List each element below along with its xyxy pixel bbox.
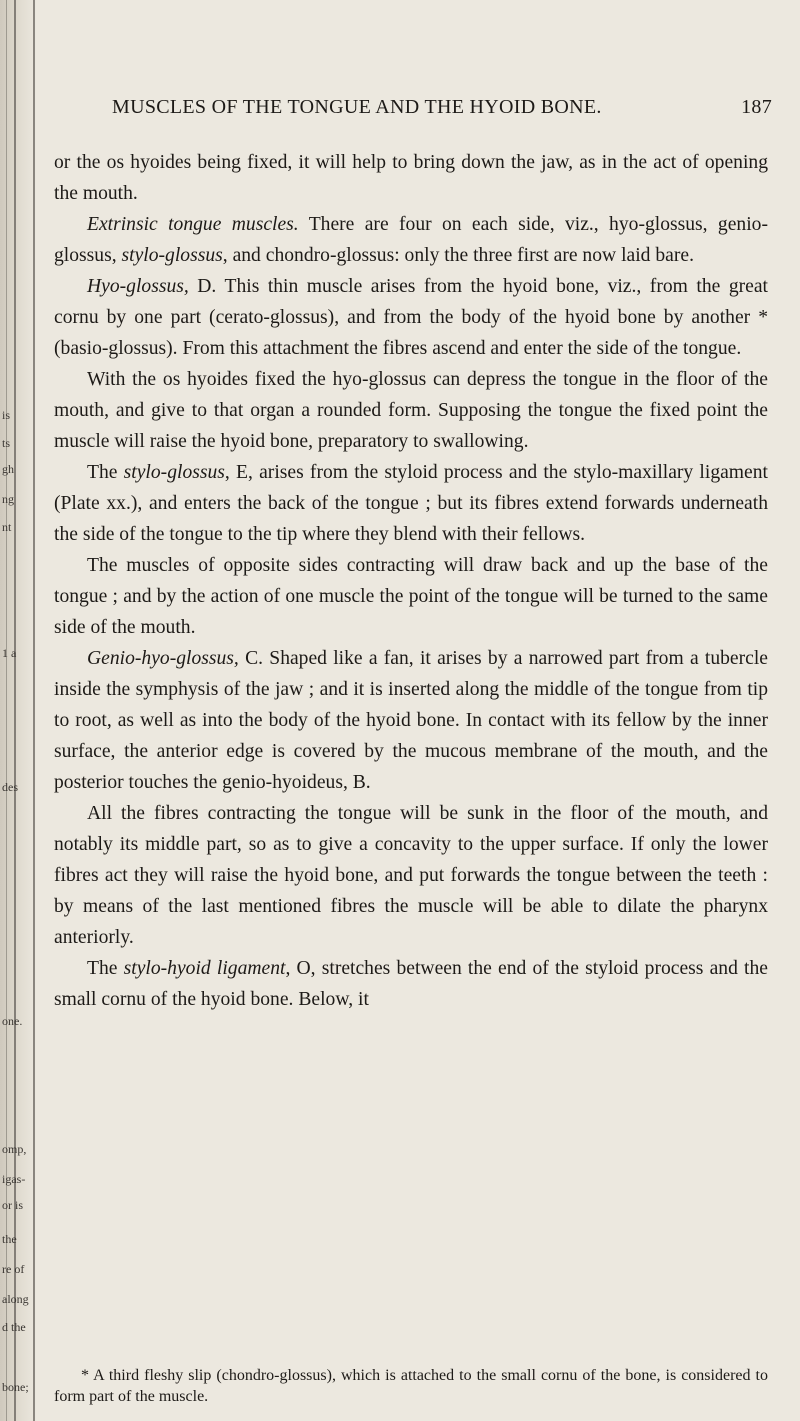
margin-bleed-text: igas- (2, 1172, 26, 1186)
paragraph (54, 209, 768, 271)
margin-bleed-text: d the (2, 1320, 26, 1334)
margin-bleed-text: 1 a (2, 646, 17, 660)
footnote-text: * A third fleshy slip (chondro-glossus), which is attached to the small cornu of the bone, is considered to form part of the muscle. (54, 1367, 768, 1405)
margin-bleed-text: ts (2, 436, 11, 450)
paragraph-text: The stylo-glossus, E, arises from the styloid process and the stylo-maxillary ligament (Plate xx.), and enters the back of the tongue ; but its fibres extend forwards underneath the side of the tongue to the tip where they blend with their fellows. (54, 462, 768, 545)
paragraph-heading: Hyo-glossus, (87, 276, 189, 297)
margin-bleed-text: along (2, 1292, 29, 1306)
paragraph-text: The stylo-hyoid ligament, O, stretches between the end of the styloid process and the small cornu of the hyoid bone. Below, it (54, 958, 768, 1010)
page-number: 187 (741, 96, 772, 118)
paragraph (54, 798, 768, 953)
running-header (112, 96, 772, 119)
margin-bleed-text: is (2, 408, 11, 422)
paragraph-text: There are four on each side, viz., hyo-glossus, genio-glossus, stylo-glossus, and chondro-glossus: only the three first are now laid bare. (54, 214, 768, 266)
paragraph-text: or the os hyoides being fixed, it will help to bring down the jaw, as in the act of opening the mouth. (54, 152, 768, 204)
inline-term: stylo-glossus (121, 245, 223, 266)
footnote (54, 1365, 768, 1407)
paragraph (54, 457, 768, 550)
paragraph (54, 550, 768, 643)
paragraph-text: With the os hyoides fixed the hyo-glossus can depress the tongue in the floor of the mouth, and give to that organ a rounded form. Supposing the tongue the fixed point the muscle will raise the hyoid bone, preparatory to swallowing. (54, 369, 768, 452)
paragraph (54, 271, 768, 364)
margin-bleed-text: bone; (2, 1380, 29, 1394)
paragraph-text: D. This thin muscle arises from the hyoid bone, viz., from the great cornu by one part (cerato-glossus), and from the body of the hyoid bone by another * (basio-glossus). From this attachment the fibres ascend and enter the side of the tongue. (54, 276, 768, 359)
margin-bleed-text: or is (2, 1198, 23, 1212)
margin-bleed-text: re of (2, 1262, 25, 1276)
margin-bleed-text: omp, (2, 1142, 27, 1156)
paragraph (54, 147, 768, 209)
inline-term: stylo-hyoid ligament (123, 958, 286, 979)
paragraph-text: The muscles of opposite sides contracting will draw back and up the base of the tongue ; and by the action of one muscle the point of the tongue will be turned to the same side of the mouth. (54, 555, 768, 638)
paragraph-text: All the fibres contracting the tongue will be sunk in the floor of the mouth, and notably its middle part, so as to give a concavity to the upper surface. If only the lower fibres act they will raise the hyoid bone, and put forwards the tongue between the teeth : by means of the last mentioned fibres the muscle will be able to dilate the pharynx anteriorly. (54, 803, 768, 948)
page-edge-line (33, 0, 35, 1421)
margin-bleed-text: gh (2, 462, 14, 476)
paragraph-heading: Genio-hyo-glossus, (87, 648, 239, 669)
running-title: MUSCLES OF THE TONGUE AND THE HYOID BONE. (112, 96, 602, 118)
margin-bleed-text: the (2, 1232, 17, 1246)
paragraph-heading: Extrinsic tongue muscles. (87, 214, 299, 235)
margin-bleed-text: nt (2, 520, 12, 534)
paragraph (54, 643, 768, 798)
margin-bleed-text: one. (2, 1014, 23, 1028)
paragraph-text: C. Shaped like a fan, it arises by a narrowed part from a tubercle inside the symphysis of the jaw ; and it is inserted along the middle of the tongue from tip to root, as well as into the body of the hyoid bone. In contact with its fellow by the inner surface, the anterior edge is covered by the mucous membrane of the mouth, and the posterior touches the genio-hyoideus, B. (54, 648, 768, 793)
paragraph (54, 364, 768, 457)
paragraph (54, 953, 768, 1015)
body-text (54, 147, 768, 1015)
margin-bleed-text: des (2, 780, 18, 794)
inline-term: stylo-glossus (123, 462, 225, 483)
margin-bleed-text: ng (2, 492, 14, 506)
